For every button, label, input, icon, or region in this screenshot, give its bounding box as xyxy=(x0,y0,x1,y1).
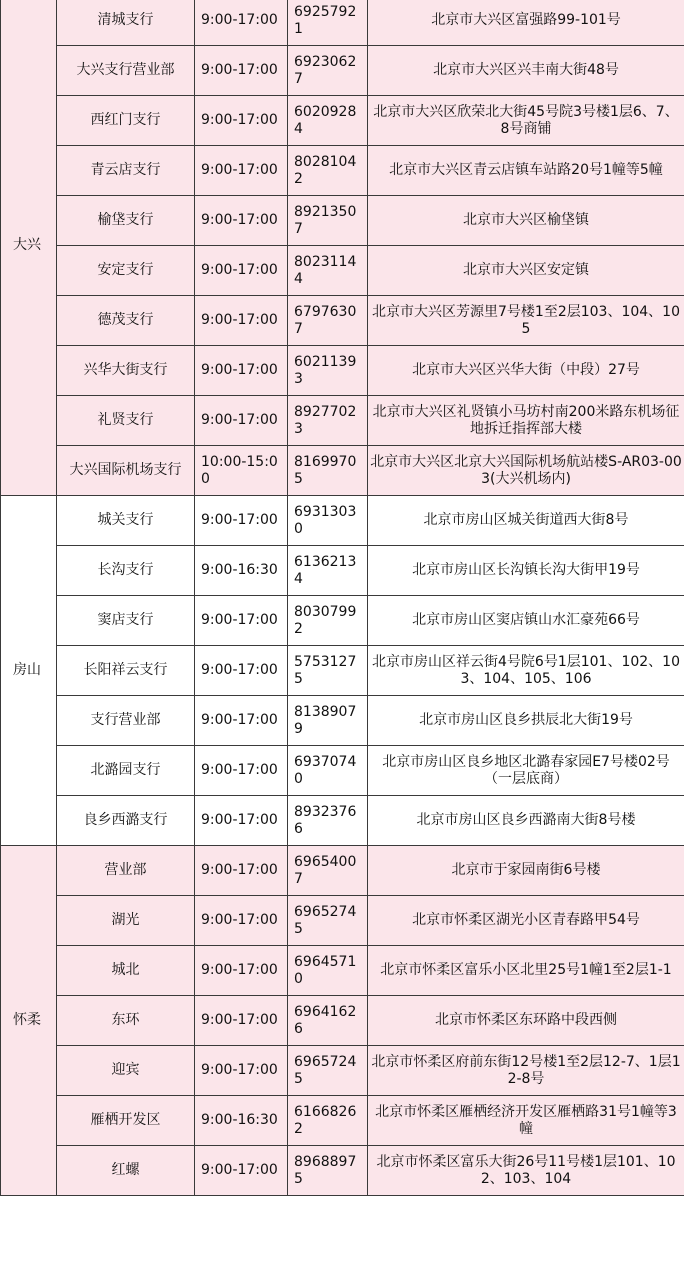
table-row xyxy=(1,546,684,596)
business-hours-cell: 9:00-17:00 xyxy=(195,46,288,96)
phone-cell: 67976307 xyxy=(288,296,368,346)
business-hours-cell: 9:00-17:00 xyxy=(195,796,288,846)
address-cell: 北京市大兴区礼贤镇小马坊村南200米路东机场征地拆迁指挥部大楼 xyxy=(368,396,684,446)
phone-cell: 81389079 xyxy=(288,696,368,746)
phone-cell: 80281042 xyxy=(288,146,368,196)
branch-name-cell: 安定支行 xyxy=(57,246,195,296)
business-hours-cell: 9:00-17:00 xyxy=(195,646,288,696)
address-cell: 北京市大兴区兴丰南大街48号 xyxy=(368,46,684,96)
table-row xyxy=(1,496,684,546)
table-row xyxy=(1,646,684,696)
table-row xyxy=(1,346,684,396)
table-row xyxy=(1,0,684,46)
phone-cell: 60209284 xyxy=(288,96,368,146)
phone-cell: 61668262 xyxy=(288,1096,368,1146)
branch-table-body xyxy=(1,0,684,1196)
address-cell: 北京市大兴区富强路99-101号 xyxy=(368,0,684,46)
phone-cell: 69230627 xyxy=(288,46,368,96)
address-cell: 北京市房山区祥云街4号院6号1层101、102、103、104、105、106 xyxy=(368,646,684,696)
branch-name-cell: 北潞园支行 xyxy=(57,746,195,796)
table-row xyxy=(1,296,684,346)
branch-name-cell: 城北 xyxy=(57,946,195,996)
business-hours-cell: 9:00-17:00 xyxy=(195,746,288,796)
address-cell: 北京市大兴区青云店镇车站路20号1幢等5幢 xyxy=(368,146,684,196)
address-cell: 北京市大兴区芳源里7号楼1至2层103、104、105 xyxy=(368,296,684,346)
address-cell: 北京市怀柔区富乐大街26号11号楼1层101、102、103、104 xyxy=(368,1146,684,1196)
business-hours-cell: 9:00-16:30 xyxy=(195,546,288,596)
address-cell: 北京市大兴区北京大兴国际机场航站楼S-AR03-003(大兴机场内) xyxy=(368,446,684,496)
address-cell: 北京市大兴区兴华大街（中段）27号 xyxy=(368,346,684,396)
phone-cell: 69257921 xyxy=(288,0,368,46)
table-row xyxy=(1,896,684,946)
phone-cell: 89688975 xyxy=(288,1146,368,1196)
address-cell: 北京市于家园南街6号楼 xyxy=(368,846,684,896)
address-cell: 北京市房山区长沟镇长沟大街甲19号 xyxy=(368,546,684,596)
table-row xyxy=(1,596,684,646)
address-cell: 北京市怀柔区东环路中段西侧 xyxy=(368,996,684,1046)
phone-cell: 61362134 xyxy=(288,546,368,596)
table-row xyxy=(1,1096,684,1146)
branch-name-cell: 支行营业部 xyxy=(57,696,195,746)
address-cell: 北京市大兴区安定镇 xyxy=(368,246,684,296)
address-cell: 北京市房山区城关街道西大街8号 xyxy=(368,496,684,546)
business-hours-cell: 9:00-17:00 xyxy=(195,1046,288,1096)
branch-name-cell: 良乡西潞支行 xyxy=(57,796,195,846)
district-cell: 房山 xyxy=(1,496,57,846)
table-row xyxy=(1,996,684,1046)
phone-cell: 69652745 xyxy=(288,896,368,946)
business-hours-cell: 9:00-17:00 xyxy=(195,596,288,646)
business-hours-cell: 9:00-17:00 xyxy=(195,1146,288,1196)
branch-name-cell: 迎宾 xyxy=(57,1046,195,1096)
branch-name-cell: 大兴支行营业部 xyxy=(57,46,195,96)
business-hours-cell: 9:00-17:00 xyxy=(195,946,288,996)
table-row xyxy=(1,396,684,446)
table-row xyxy=(1,746,684,796)
address-cell: 北京市怀柔区雁栖经济开发区雁栖路31号1幢等3幢 xyxy=(368,1096,684,1146)
business-hours-cell: 9:00-17:00 xyxy=(195,996,288,1046)
business-hours-cell: 9:00-16:30 xyxy=(195,1096,288,1146)
branch-name-cell: 兴华大街支行 xyxy=(57,346,195,396)
phone-cell: 69313030 xyxy=(288,496,368,546)
branch-name-cell: 长沟支行 xyxy=(57,546,195,596)
phone-cell: 60211393 xyxy=(288,346,368,396)
phone-cell: 80231144 xyxy=(288,246,368,296)
phone-cell: 57531275 xyxy=(288,646,368,696)
branch-name-cell: 城关支行 xyxy=(57,496,195,546)
address-cell: 北京市房山区良乡拱辰北大街19号 xyxy=(368,696,684,746)
branch-name-cell: 营业部 xyxy=(57,846,195,896)
branch-name-cell: 礼贤支行 xyxy=(57,396,195,446)
district-cell: 大兴 xyxy=(1,0,57,496)
district-cell: 怀柔 xyxy=(1,846,57,1196)
branch-name-cell: 东环 xyxy=(57,996,195,1046)
branch-name-cell: 长阳祥云支行 xyxy=(57,646,195,696)
table-row xyxy=(1,146,684,196)
branch-name-cell: 德茂支行 xyxy=(57,296,195,346)
phone-cell: 89323766 xyxy=(288,796,368,846)
address-cell: 北京市怀柔区府前东街12号楼1至2层12-7、1层12-8号 xyxy=(368,1046,684,1096)
table-row xyxy=(1,46,684,96)
business-hours-cell: 9:00-17:00 xyxy=(195,96,288,146)
table-row xyxy=(1,1146,684,1196)
table-row xyxy=(1,246,684,296)
address-cell: 北京市房山区良乡西潞南大街8号楼 xyxy=(368,796,684,846)
table-row xyxy=(1,196,684,246)
address-cell: 北京市怀柔区湖光小区青春路甲54号 xyxy=(368,896,684,946)
business-hours-cell: 9:00-17:00 xyxy=(195,896,288,946)
business-hours-cell: 10:00-15:00 xyxy=(195,446,288,496)
phone-cell: 69645710 xyxy=(288,946,368,996)
business-hours-cell: 9:00-17:00 xyxy=(195,246,288,296)
branch-name-cell: 榆垡支行 xyxy=(57,196,195,246)
phone-cell: 81699705 xyxy=(288,446,368,496)
address-cell: 北京市房山区良乡地区北潞春家园E7号楼02号（一层底商） xyxy=(368,746,684,796)
phone-cell: 69370740 xyxy=(288,746,368,796)
table-row xyxy=(1,1046,684,1096)
business-hours-cell: 9:00-17:00 xyxy=(195,296,288,346)
branch-name-cell: 湖光 xyxy=(57,896,195,946)
branch-name-cell: 青云店支行 xyxy=(57,146,195,196)
table-row xyxy=(1,946,684,996)
address-cell: 北京市房山区窦店镇山水汇豪苑66号 xyxy=(368,596,684,646)
branch-name-cell: 清城支行 xyxy=(57,0,195,46)
business-hours-cell: 9:00-17:00 xyxy=(195,346,288,396)
business-hours-cell: 9:00-17:00 xyxy=(195,696,288,746)
table-row xyxy=(1,96,684,146)
business-hours-cell: 9:00-17:00 xyxy=(195,846,288,896)
phone-cell: 69654007 xyxy=(288,846,368,896)
address-cell: 北京市大兴区欣荣北大街45号院3号楼1层6、7、8号商铺 xyxy=(368,96,684,146)
business-hours-cell: 9:00-17:00 xyxy=(195,146,288,196)
branch-name-cell: 雁栖开发区 xyxy=(57,1096,195,1146)
phone-cell: 80307992 xyxy=(288,596,368,646)
branch-name-cell: 西红门支行 xyxy=(57,96,195,146)
table-row xyxy=(1,696,684,746)
business-hours-cell: 9:00-17:00 xyxy=(195,396,288,446)
table-row xyxy=(1,446,684,496)
business-hours-cell: 9:00-17:00 xyxy=(195,496,288,546)
business-hours-cell: 9:00-17:00 xyxy=(195,196,288,246)
table-row xyxy=(1,796,684,846)
branch-name-cell: 红螺 xyxy=(57,1146,195,1196)
phone-cell: 69657245 xyxy=(288,1046,368,1096)
address-cell: 北京市怀柔区富乐小区北里25号1幢1至2层1-1 xyxy=(368,946,684,996)
phone-cell: 89213507 xyxy=(288,196,368,246)
phone-cell: 89277023 xyxy=(288,396,368,446)
business-hours-cell: 9:00-17:00 xyxy=(195,0,288,46)
branch-name-cell: 窦店支行 xyxy=(57,596,195,646)
table-row xyxy=(1,846,684,896)
phone-cell: 69641626 xyxy=(288,996,368,1046)
address-cell: 北京市大兴区榆垡镇 xyxy=(368,196,684,246)
branch-name-cell: 大兴国际机场支行 xyxy=(57,446,195,496)
